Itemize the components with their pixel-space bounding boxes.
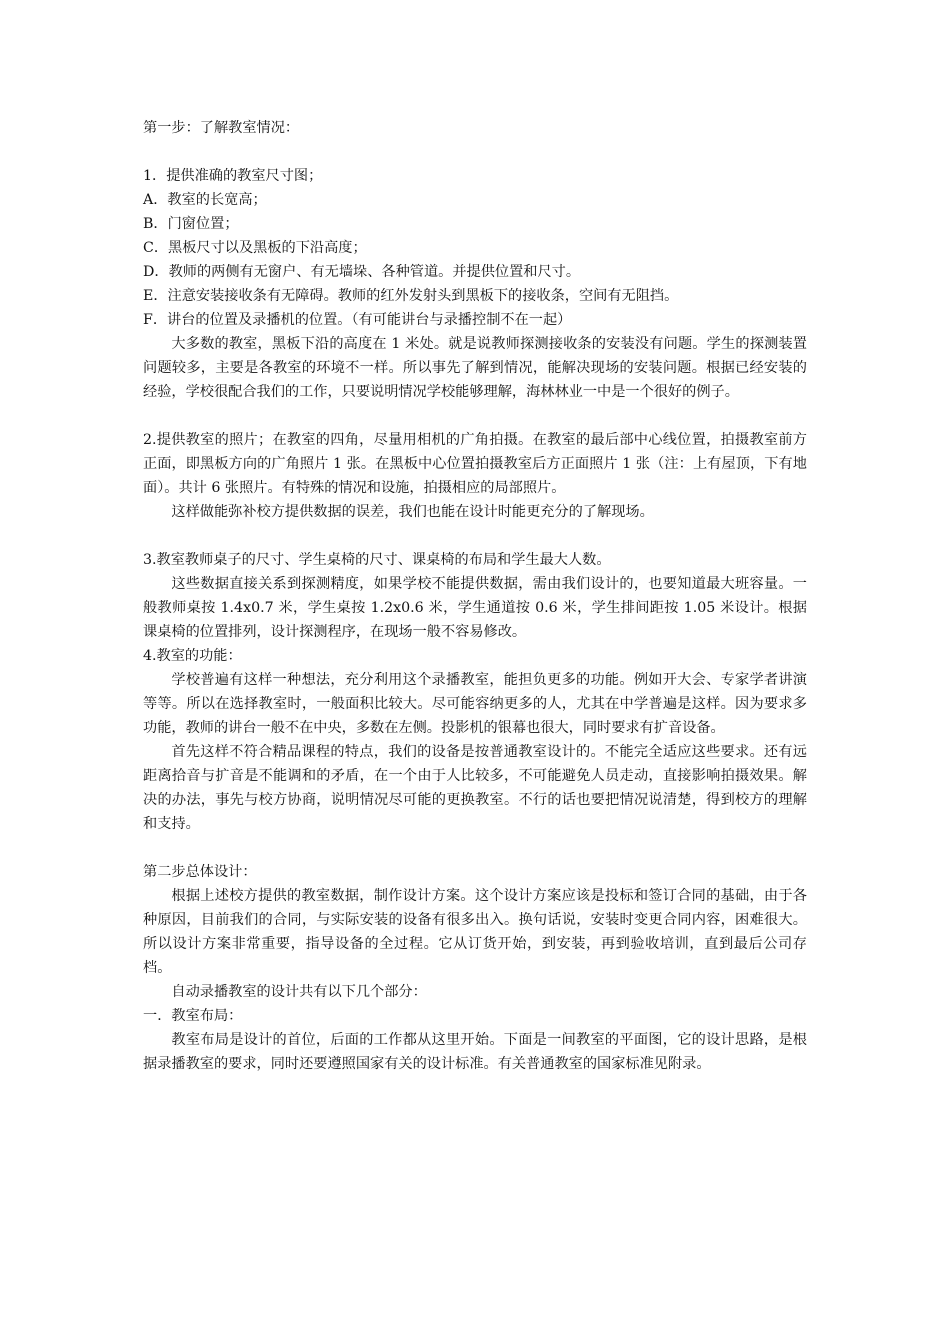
item1-sub-d: D．教师的两侧有无窗户、有无墙垛、各种管道。并提供位置和尺寸。 [143,264,581,280]
step2-paragraph-1: 根据上述校方提供的教室数据，制作设计方案。这个设计方案应该是投标和签订合同的基础，由于各种原因，目前我们的合同，与实际安装的设备有很多出入。换句话说，安装时变更合同内容，困难很大。所以设计方案非常重要，指导设备的全过程。它从订货开始，到安装，再到验收培训，直到最后公司存档。 [143,888,807,976]
step1-heading: 第一步：了解教室情况： [143,120,300,136]
item1-sub-c: C．黑板尺寸以及黑板的下沿高度； [143,240,367,256]
step2-heading: 第二步总体设计： [143,864,257,880]
item4-title: 4.教室的功能： [143,648,242,664]
item3-paragraph: 这些数据直接关系到探测精度，如果学校不能提供数据，需由我们设计的，也要知道最大班容量。一般教师桌按 1.4x0.7 米，学生桌按 1.2x0.6 米，学生通道按 0.6 米，学生排间距按 1.05 米设计。根据课桌椅的位置排列，设计探测程序，在现场一般不容易修改。 [143,576,807,640]
item4-paragraph-2: 首先这样不符合精品课程的特点，我们的设备是按普通教室设计的。不能完全适应这些要求。还有远距离拾音与扩音是不能调和的矛盾，在一个由于人比较多，不可能避免人员走动，直接影响拍摄效果。解决的办法，事先与校方协商，说明情况尽可能的更换教室。不行的话也要把情况说清楚，得到校方的理解和支持。 [143,744,807,832]
blank-line [143,524,807,548]
item4-paragraph-1: 学校普遍有这样一种想法，充分利用这个录播教室，能担负更多的功能。例如开大会、专家学者讲演等等。所以在选择教室时，一般面积比较大。尽可能容纳更多的人，尤其在中学普遍是这样。因为要求多功能，教师的讲台一般不在中央，多数在左侧。投影机的银幕也很大，同时要求有扩音设备。 [143,672,807,736]
part1-paragraph: 教室布局是设计的首位，后面的工作都从这里开始。下面是一间教室的平面图，它的设计思路，是根据录播教室的要求，同时还要遵照国家有关的设计标准。有关普通教室的国家标准见附录。 [143,1032,807,1072]
blank-line [143,836,807,860]
item1-sub-a: A．教室的长宽高； [143,192,267,208]
item3-title: 3.教室教师桌子的尺寸、学生桌椅的尺寸、课桌椅的布局和学生最大人数。 [143,552,611,568]
item1-sub-f: F．讲台的位置及录播机的位置。（有可能讲台与录播控制不在一起） [143,312,572,328]
document-body [143,116,807,1076]
step2-paragraph-2: 自动录播教室的设计共有以下几个部分： [171,984,427,1000]
item1-title: 1．提供准确的教室尺寸图； [143,168,323,184]
blank-line [143,404,807,428]
item2-note: 这样做能弥补校方提供数据的误差，我们也能在设计时能更充分的了解现场。 [171,504,654,520]
item2-paragraph: 2.提供教室的照片；在教室的四角，尽量用相机的广角拍摄。在教室的最后部中心线位置，拍摄教室前方正面，即黑板方向的广角照片 1 张。在黑板中心位置拍摄教室后方正面照片 1 张（注：上有屋顶，下有地面）。共计 6 张照片。有特殊的情况和设施，拍摄相应的局部照片。 [143,432,807,496]
item1-paragraph: 大多数的教室，黑板下沿的高度在 1 米处。就是说教师探测接收条的安装没有问题。学生的探测装置问题较多，主要是各教室的环境不一样。所以事先了解到情况，能解决现场的安装问题。根据已经安装的经验，学校很配合我们的工作，只要说明情况学校能够理解，海林林业一中是一个很好的例子。 [143,336,807,400]
blank-line [143,140,807,164]
item1-sub-b: B．门窗位置； [143,216,239,232]
item1-sub-e: E．注意安装接收条有无障碍。教师的红外发射头到黑板下的接收条，空间有无阻挡。 [143,288,679,304]
part1-title: 一．教室布局： [143,1008,243,1024]
